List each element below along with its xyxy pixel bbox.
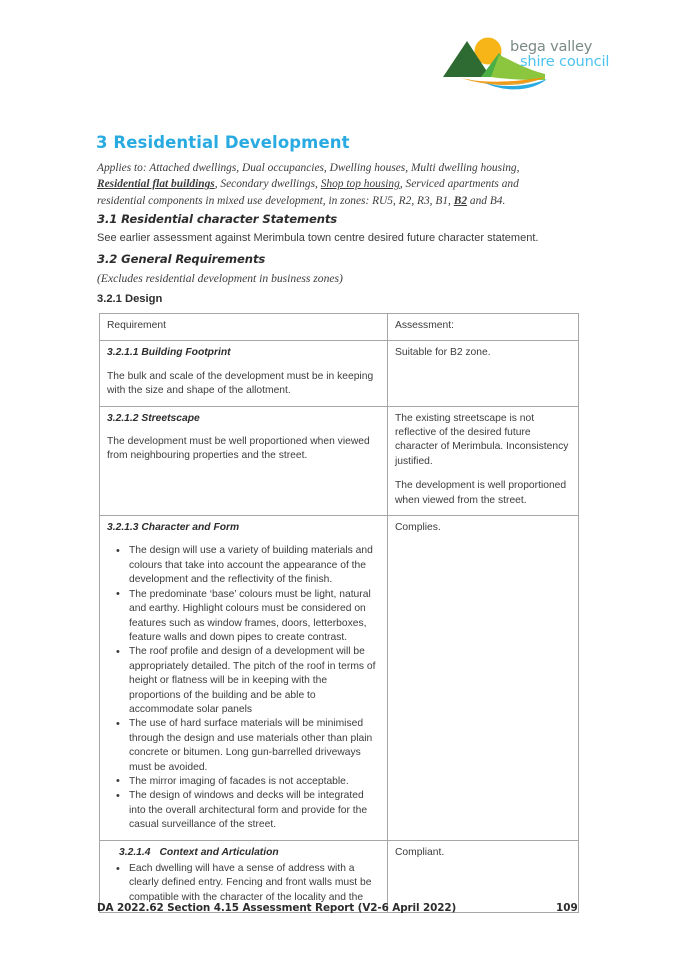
assessment-cell-character-and-form [388, 516, 579, 841]
table-header-row [100, 314, 579, 341]
requirement-bullet-list [107, 544, 380, 832]
table-header-requirement: Requirement [100, 314, 388, 341]
requirements-table [99, 313, 579, 913]
section-heading-3-2-1: 3.2.1 Design [97, 293, 163, 305]
requirement-body: The development must be well proportioned when viewed from neighbouring properties and the street. [107, 436, 370, 462]
requirement-body: The bulk and scale of the development must be in keeping with the size and shape of the allotment. [107, 370, 374, 397]
list-item: • The mirror imaging of facades is not acceptable. [129, 775, 380, 789]
applies-residential-flat-buildings: Residential flat buildings [97, 178, 215, 191]
section-heading-3-1: 3.1 Residential character Statements [97, 212, 338, 226]
requirement-title [119, 846, 380, 860]
list-item: • The predominate ‘base’ colours must be light, natural and earthy. Highlight colours must be considered on features such as window frames, doors, letterboxes, feature walls and down pipes to create contrast. [129, 588, 380, 646]
applies-shop-top-housing: Shop top housing [320, 178, 400, 191]
section-heading-3-2: 3.2 General Requirements [97, 252, 266, 266]
logo-wordmark [510, 40, 638, 70]
list-item: • Each dwelling will have a sense of address with a clearly defined entry. Fencing and front walls must be compatible with the character of the locality and the [129, 862, 380, 905]
assessment-text: The development is well proportioned when viewed from the street. [395, 480, 567, 506]
section-3-2-note: (Excludes residential development in business zones) [97, 272, 343, 285]
requirement-bullet-list [107, 862, 380, 905]
applies-to-paragraph [97, 160, 569, 209]
requirement-cell-character-and-form [100, 516, 388, 841]
table-row [100, 516, 579, 841]
list-item: • The roof profile and design of a development will be appropriately detailed. The pitch of the roof in terms of height or flatness will be in keeping with the proportions of the building and be able to accommodate solar panels [129, 645, 380, 717]
list-item: • The design of windows and decks will be integrated into the overall architectural form and provide for the casual surveillance of the street. [129, 789, 380, 832]
bega-valley-shire-council-logo [441, 33, 636, 101]
applies-mid-1: , Secondary dwellings, [214, 178, 321, 191]
list-item: • The design will use a variety of building materials and colours that take into account the appearance of the development and the reflectivity of the finish. [129, 544, 380, 587]
requirement-title: 3.2.1.2 Streetscape [107, 412, 200, 424]
logo-line-shire-council: shire council [520, 52, 610, 70]
table-row [100, 406, 579, 515]
assessment-cell-building-footprint [388, 341, 579, 406]
table-row [100, 341, 579, 406]
requirement-cell-streetscape [100, 406, 388, 515]
assessment-text: Compliant. [395, 846, 445, 858]
requirement-title-number: 3.2.1.4 [119, 846, 151, 858]
applies-suffix: and B4. [467, 194, 506, 207]
applies-prefix: Applies to: Attached dwellings, Dual occupancies, Dwelling houses, Multi dwelling housing, [97, 162, 520, 174]
assessment-text: Suitable for B2 zone. [395, 347, 491, 359]
page-title: 3 Residential Development [96, 133, 350, 152]
footer-page-number: 109 [556, 902, 578, 914]
requirement-title: 3.2.1.1 Building Footprint [107, 347, 231, 359]
requirement-title: 3.2.1.3 Character and Form [107, 522, 240, 534]
requirement-title-text: Context and Articulation [159, 846, 279, 858]
assessment-text: Complies. [395, 522, 441, 534]
logo-line-bega-valley: bega valley [510, 38, 593, 55]
applies-b2: B2 [453, 194, 468, 207]
list-item: • The use of hard surface materials will be minimised through the design and use materials other than plain concrete or bitumen. Long gun-barrelled driveways must be avoided. [129, 717, 380, 775]
assessment-text: The existing streetscape is not reflective of the desired future character of Merimbula. Inconsistency justified. [395, 412, 569, 467]
table-header-assessment: Assessment: [388, 314, 579, 341]
applies-mid-2: , Serviced apartments and residential components in mixed use development, in zones: RU5, R2, R3, B1, [97, 178, 519, 207]
assessment-cell-streetscape [388, 406, 579, 515]
footer-document-reference: DA 2022.62 Section 4.15 Assessment Report (V2-6 April 2022) [97, 902, 457, 914]
section-3-1-body: See earlier assessment against Merimbula town centre desired future character statement. [97, 232, 539, 244]
requirement-cell-building-footprint [100, 341, 388, 406]
